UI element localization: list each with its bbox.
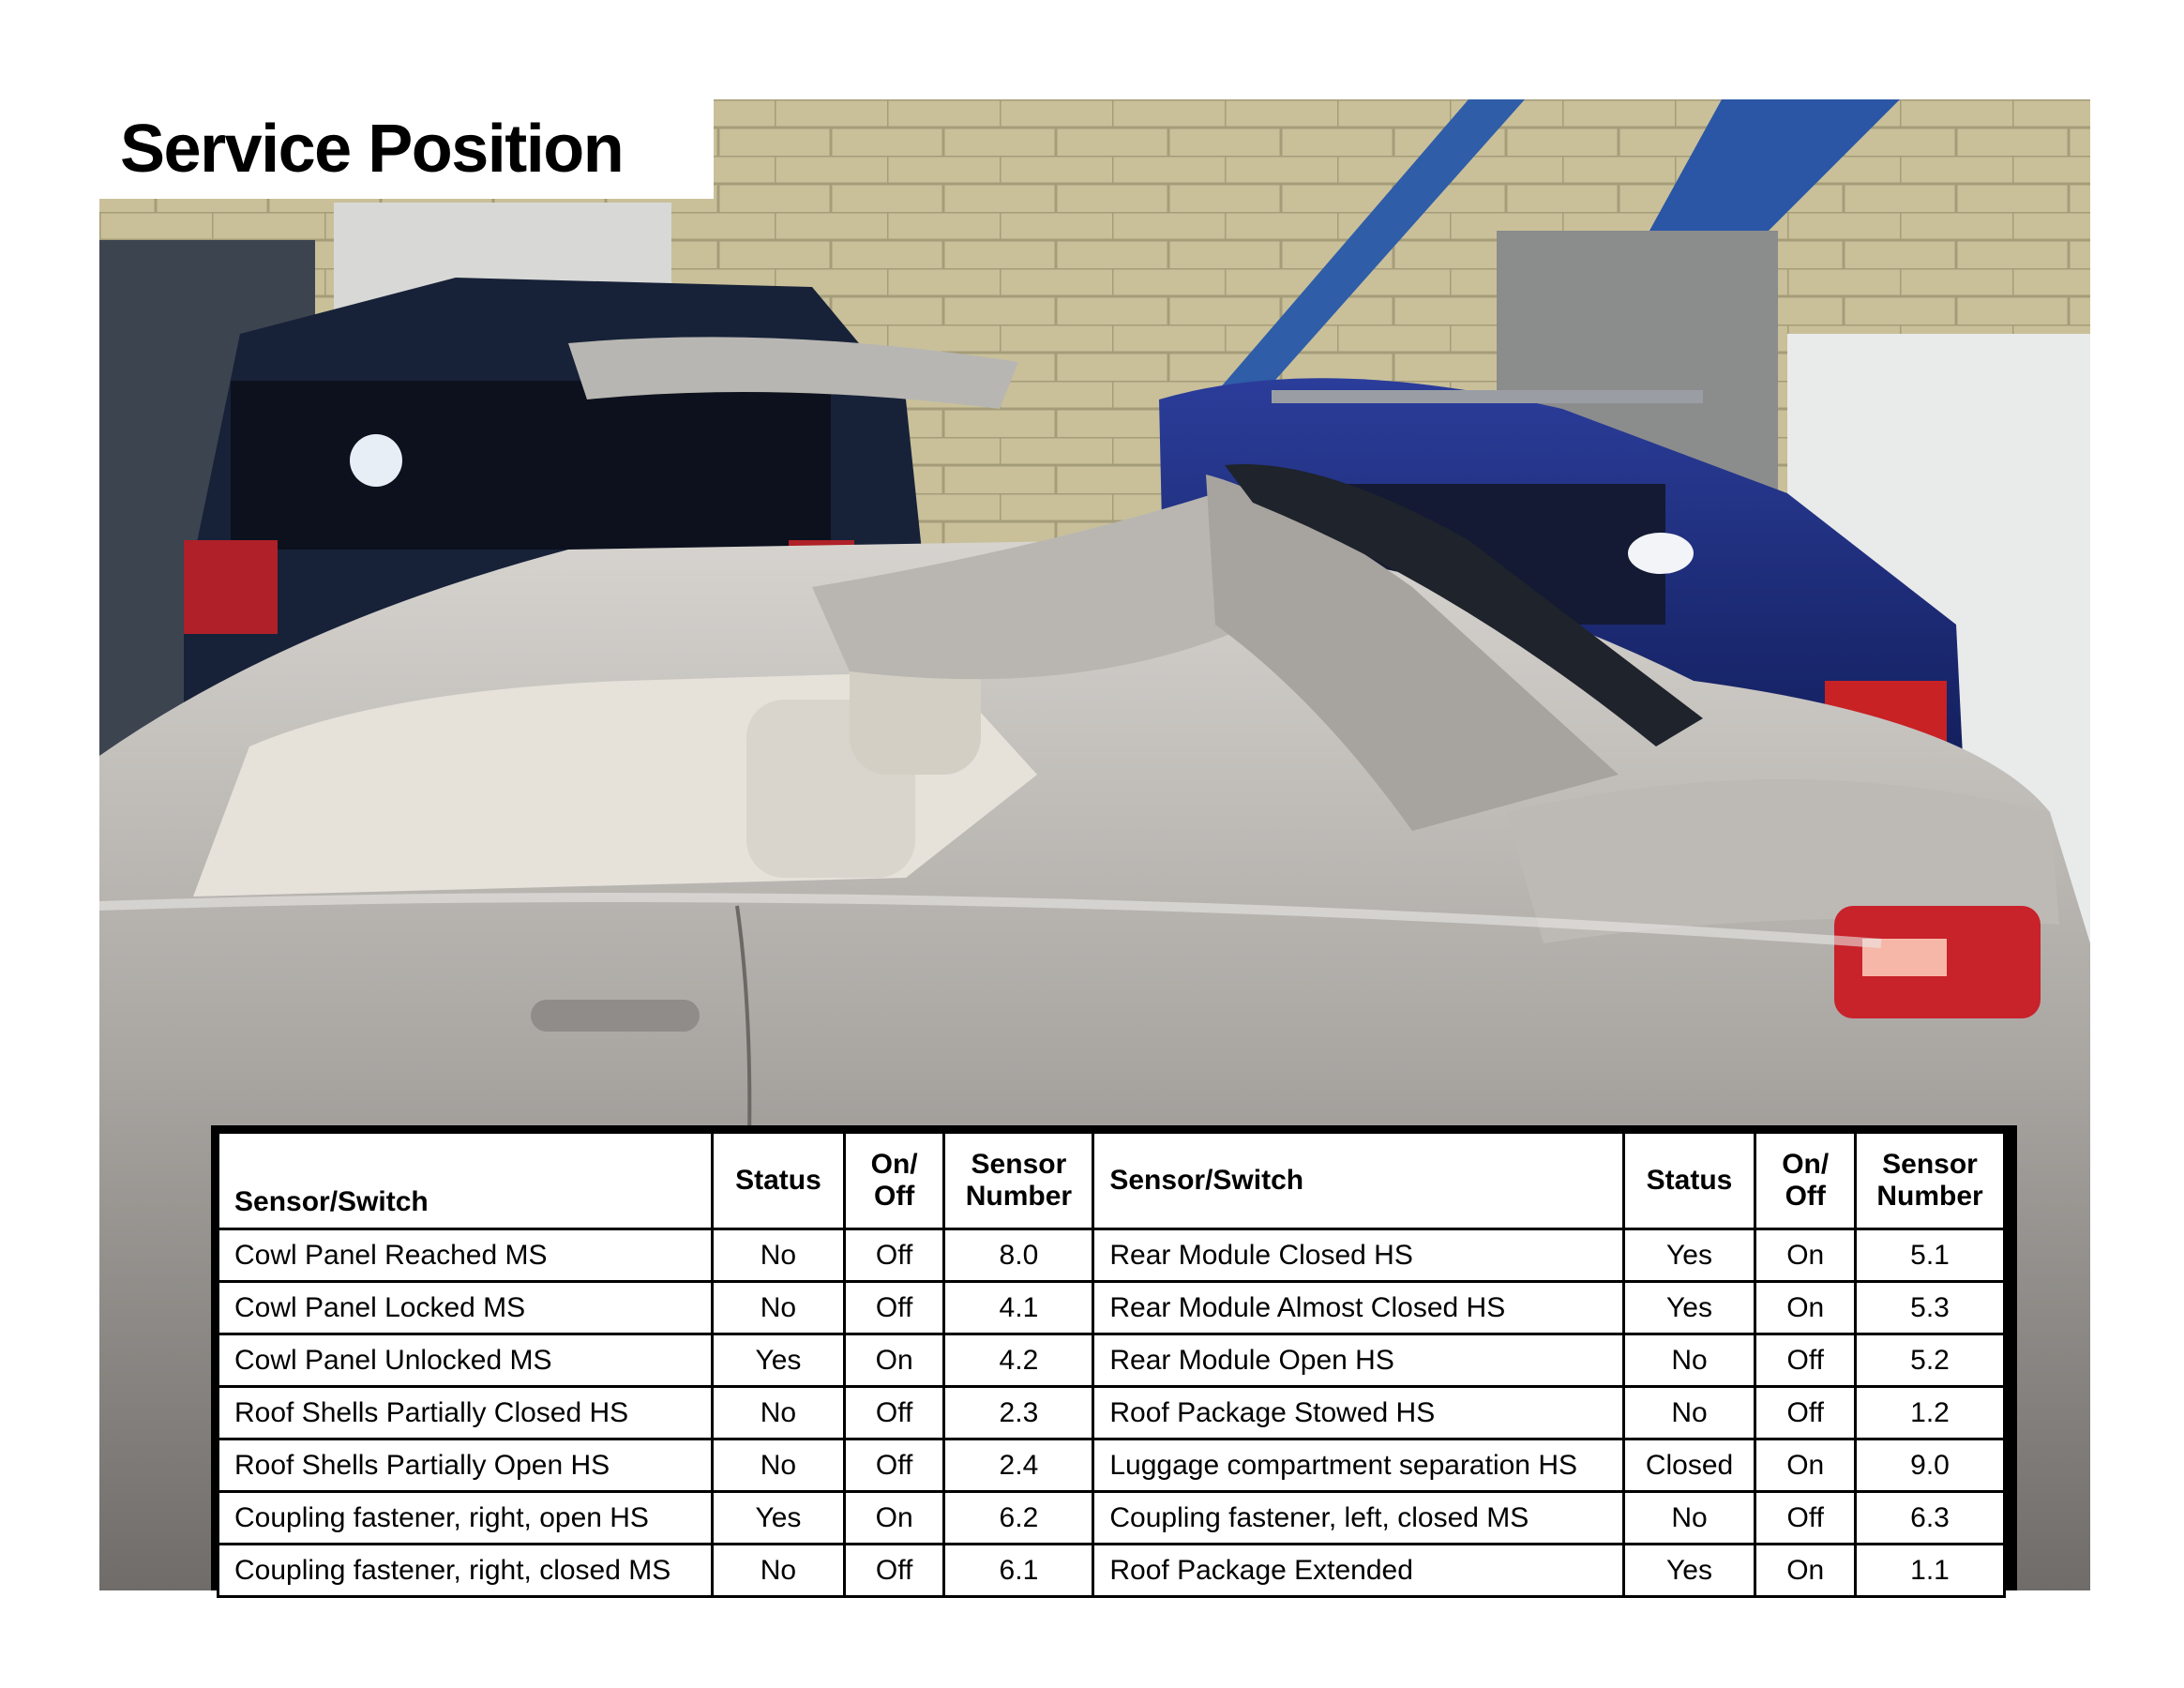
status-cell-left: No	[713, 1387, 845, 1439]
table-row	[218, 1282, 2005, 1334]
sensor-name-cell-left: Coupling fastener, right, closed MS	[218, 1545, 713, 1597]
sensor-number-cell-right: 5.3	[1856, 1282, 2005, 1334]
status-cell-right: Yes	[1623, 1229, 1755, 1282]
sensor-number-cell-right: 1.1	[1856, 1545, 2005, 1597]
status-cell-right: No	[1623, 1334, 1755, 1387]
status-cell-left: Yes	[713, 1334, 845, 1387]
header-on-off	[844, 1133, 944, 1229]
sensor-status-table	[217, 1131, 2006, 1598]
sensor-number-cell-left: 6.1	[944, 1545, 1093, 1597]
sensor-name-cell-left: Roof Shells Partially Closed HS	[218, 1387, 713, 1439]
on-off-cell-left: On	[844, 1492, 944, 1545]
header-sensor-number-line2: Number	[965, 1181, 1073, 1212]
sensor-number-cell-right: 1.2	[1856, 1387, 2005, 1439]
sensor-name-cell-right: Rear Module Closed HS	[1093, 1229, 1623, 1282]
sensor-table-frame	[211, 1125, 2017, 1590]
header-on-off-line2: Off	[873, 1181, 915, 1212]
on-off-cell-right: On	[1755, 1439, 1856, 1492]
status-cell-right: No	[1623, 1387, 1755, 1439]
status-cell-right: Closed	[1623, 1439, 1755, 1492]
sensor-name-cell-left: Cowl Panel Locked MS	[218, 1282, 713, 1334]
sensor-number-cell-right: 6.3	[1856, 1492, 2005, 1545]
sensor-number-cell-right: 5.1	[1856, 1229, 2005, 1282]
sensor-number-cell-left: 2.4	[944, 1439, 1093, 1492]
header-sensor-switch: Sensor/Switch	[218, 1133, 713, 1229]
sensor-name-cell-right: Rear Module Almost Closed HS	[1093, 1282, 1623, 1334]
header-status-right: Status	[1623, 1133, 1755, 1229]
header-sensor-number-right	[1856, 1133, 2005, 1229]
table-row	[218, 1545, 2005, 1597]
on-off-cell-left: Off	[844, 1439, 944, 1492]
header-on-off-right-line1: On/	[1782, 1149, 1830, 1180]
sensor-name-cell-left: Coupling fastener, right, open HS	[218, 1492, 713, 1545]
sensor-number-cell-left: 6.2	[944, 1492, 1093, 1545]
on-off-cell-right: On	[1755, 1229, 1856, 1282]
sensor-name-cell-right: Coupling fastener, left, closed MS	[1093, 1492, 1623, 1545]
header-sensor-number-right-line2: Number	[1876, 1181, 1983, 1212]
status-cell-left: No	[713, 1229, 845, 1282]
header-on-off-line1: On/	[870, 1149, 918, 1180]
sensor-number-cell-left: 8.0	[944, 1229, 1093, 1282]
sensor-number-cell-right: 9.0	[1856, 1439, 2005, 1492]
header-on-off-right	[1755, 1133, 1856, 1229]
header-sensor-switch-right: Sensor/Switch	[1093, 1133, 1623, 1229]
sensor-name-cell-right: Roof Package Extended	[1093, 1545, 1623, 1597]
on-off-cell-right: On	[1755, 1282, 1856, 1334]
table-row	[218, 1229, 2005, 1282]
on-off-cell-right: Off	[1755, 1492, 1856, 1545]
sensor-name-cell-left: Roof Shells Partially Open HS	[218, 1439, 713, 1492]
sensor-number-cell-right: 5.2	[1856, 1334, 2005, 1387]
on-off-cell-right: Off	[1755, 1334, 1856, 1387]
table-row	[218, 1387, 2005, 1439]
sensor-number-cell-left: 2.3	[944, 1387, 1093, 1439]
status-cell-right: No	[1623, 1492, 1755, 1545]
status-cell-right: Yes	[1623, 1282, 1755, 1334]
header-sensor-number-line1: Sensor	[971, 1149, 1067, 1180]
sensor-name-cell-left: Cowl Panel Unlocked MS	[218, 1334, 713, 1387]
sensor-number-cell-left: 4.1	[944, 1282, 1093, 1334]
on-off-cell-left: On	[844, 1334, 944, 1387]
header-on-off-right-line2: Off	[1785, 1181, 1826, 1212]
sensor-name-cell-right: Roof Package Stowed HS	[1093, 1387, 1623, 1439]
sensor-name-cell-left: Cowl Panel Reached MS	[218, 1229, 713, 1282]
on-off-cell-left: Off	[844, 1545, 944, 1597]
status-cell-left: No	[713, 1282, 845, 1334]
status-cell-left: No	[713, 1439, 845, 1492]
on-off-cell-left: Off	[844, 1229, 944, 1282]
sensor-name-cell-right: Luggage compartment separation HS	[1093, 1439, 1623, 1492]
header-sensor-number	[944, 1133, 1093, 1229]
header-sensor-number-right-line1: Sensor	[1882, 1149, 1978, 1180]
on-off-cell-right: On	[1755, 1545, 1856, 1597]
table-row	[218, 1334, 2005, 1387]
status-cell-left: Yes	[713, 1492, 845, 1545]
sensor-name-cell-right: Rear Module Open HS	[1093, 1334, 1623, 1387]
table-row	[218, 1492, 2005, 1545]
on-off-cell-right: Off	[1755, 1387, 1856, 1439]
table-row	[218, 1439, 2005, 1492]
page-title: Service Position	[120, 112, 624, 187]
sensor-table-body	[218, 1229, 2005, 1597]
status-cell-right: Yes	[1623, 1545, 1755, 1597]
sensor-number-cell-left: 4.2	[944, 1334, 1093, 1387]
table-header-row	[218, 1133, 2005, 1229]
title-panel	[99, 99, 714, 199]
on-off-cell-left: Off	[844, 1387, 944, 1439]
on-off-cell-left: Off	[844, 1282, 944, 1334]
header-status: Status	[713, 1133, 845, 1229]
status-cell-left: No	[713, 1545, 845, 1597]
